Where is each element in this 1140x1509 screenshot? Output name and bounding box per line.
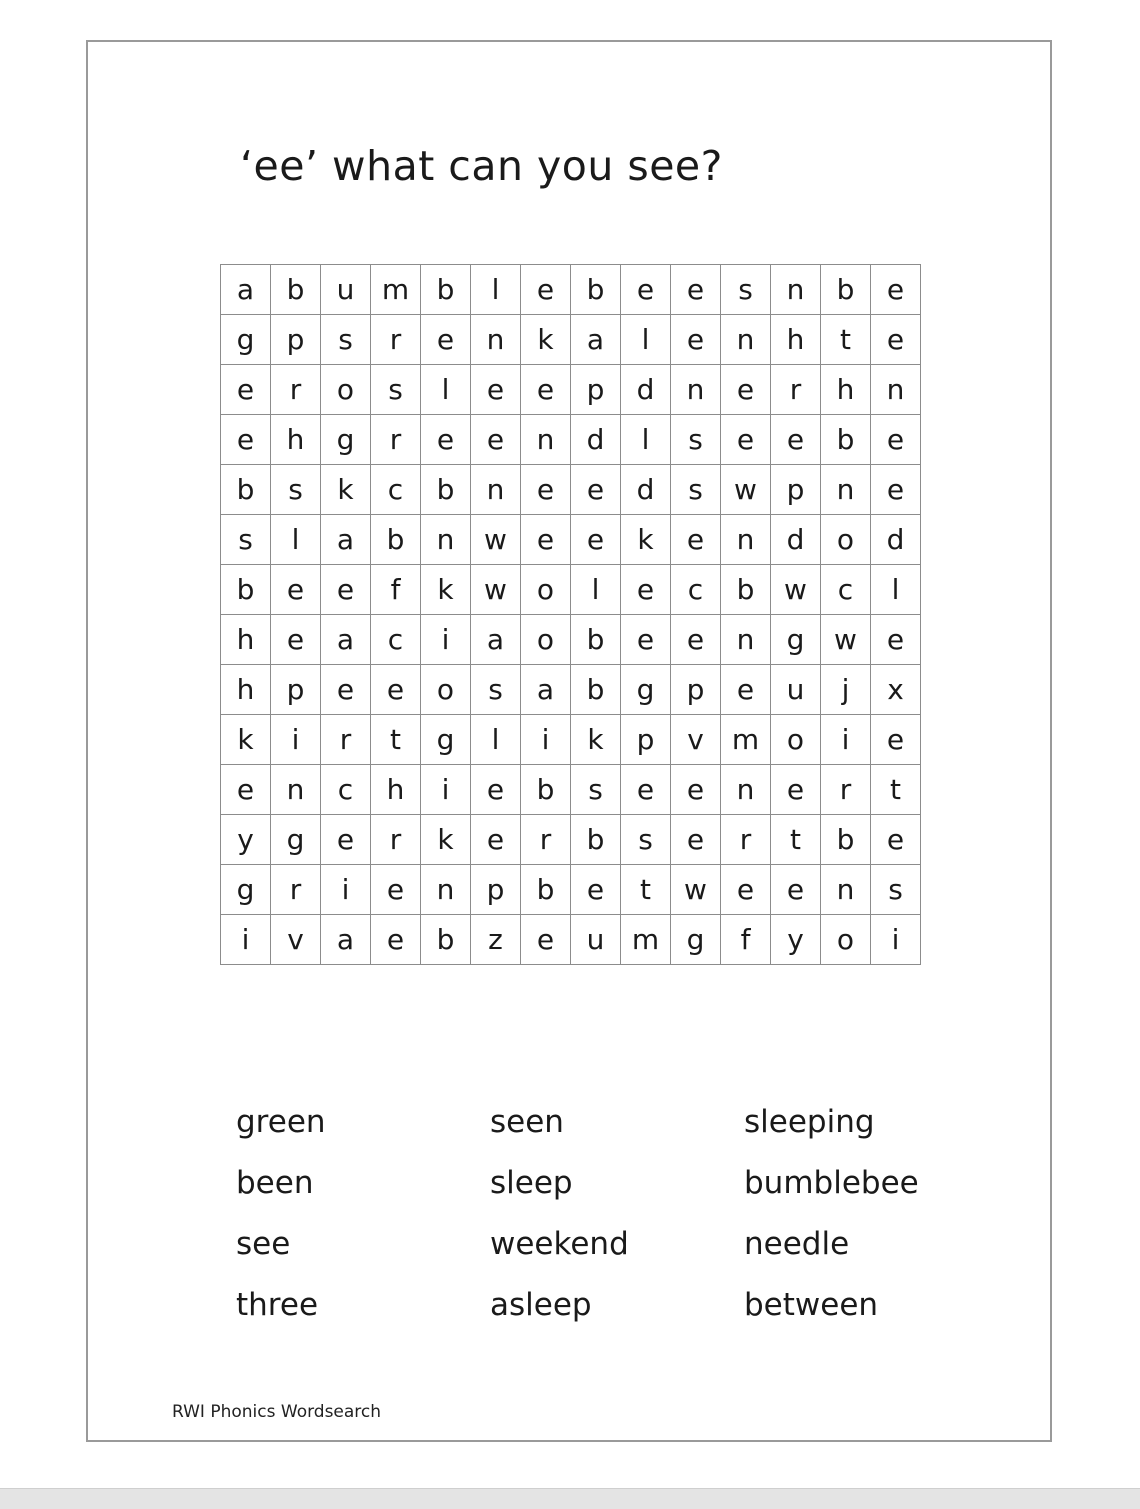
grid-cell: n (271, 765, 321, 815)
grid-cell: k (521, 315, 571, 365)
grid-cell: o (321, 365, 371, 415)
grid-cell: w (471, 515, 521, 565)
grid-cell: p (621, 715, 671, 765)
grid-cell: l (271, 515, 321, 565)
grid-cell: o (421, 665, 471, 715)
grid-cell: e (671, 315, 721, 365)
grid-cell: o (771, 715, 821, 765)
grid-cell: e (871, 465, 921, 515)
grid-cell: r (371, 415, 421, 465)
grid-row (221, 265, 921, 315)
grid-cell: u (771, 665, 821, 715)
grid-cell: r (771, 365, 821, 415)
grid-cell: t (621, 865, 671, 915)
grid-cell: g (621, 665, 671, 715)
grid-cell: i (221, 915, 271, 965)
grid-cell: o (821, 915, 871, 965)
grid-cell: e (321, 665, 371, 715)
word-list-item: sleeping (744, 1104, 875, 1140)
grid-cell: b (521, 765, 571, 815)
grid-cell: h (821, 365, 871, 415)
grid-cell: b (271, 265, 321, 315)
grid-cell: y (221, 815, 271, 865)
grid-cell: s (221, 515, 271, 565)
grid-cell: l (471, 715, 521, 765)
grid-cell: s (471, 665, 521, 715)
grid-cell: b (571, 615, 621, 665)
grid-cell: i (271, 715, 321, 765)
grid-row (221, 415, 921, 465)
grid-cell: n (821, 865, 871, 915)
grid-cell: x (871, 665, 921, 715)
grid-cell: d (771, 515, 821, 565)
grid-cell: o (821, 515, 871, 565)
grid-cell: l (621, 415, 671, 465)
grid-cell: e (321, 815, 371, 865)
grid-cell: e (521, 915, 571, 965)
grid-cell: e (771, 415, 821, 465)
grid-cell: b (521, 865, 571, 915)
grid-cell: i (521, 715, 571, 765)
grid-cell: b (421, 465, 471, 515)
grid-cell: e (671, 265, 721, 315)
grid-cell: b (721, 565, 771, 615)
grid-row (221, 615, 921, 665)
grid-cell: n (671, 365, 721, 415)
grid-cell: e (671, 515, 721, 565)
grid-cell: r (371, 815, 421, 865)
grid-cell: n (821, 465, 871, 515)
grid-cell: b (371, 515, 421, 565)
grid-cell: e (371, 865, 421, 915)
grid-cell: b (571, 265, 621, 315)
grid-cell: e (271, 615, 321, 665)
grid-cell: e (571, 465, 621, 515)
word-list-item: asleep (490, 1287, 592, 1323)
grid-cell: e (721, 865, 771, 915)
grid-cell: n (471, 315, 521, 365)
grid-row (221, 565, 921, 615)
grid-cell: v (671, 715, 721, 765)
grid-cell: s (621, 815, 671, 865)
grid-cell: e (871, 715, 921, 765)
grid-row (221, 315, 921, 365)
grid-cell: k (621, 515, 671, 565)
grid-cell: h (221, 615, 271, 665)
word-list-item: needle (744, 1226, 850, 1262)
grid-cell: h (371, 765, 421, 815)
grid-cell: r (821, 765, 871, 815)
grid-cell: e (471, 815, 521, 865)
grid-cell: e (721, 665, 771, 715)
grid-cell: r (721, 815, 771, 865)
grid-cell: b (821, 415, 871, 465)
grid-row (221, 865, 921, 915)
grid-cell: d (871, 515, 921, 565)
grid-cell: u (571, 915, 621, 965)
grid-row (221, 465, 921, 515)
grid-cell: g (671, 915, 721, 965)
grid-row (221, 915, 921, 965)
grid-cell: e (521, 465, 571, 515)
grid-cell: m (621, 915, 671, 965)
grid-cell: e (421, 315, 471, 365)
viewer-bottom-bar (0, 1488, 1140, 1509)
grid-cell: p (471, 865, 521, 915)
word-list-item: been (236, 1165, 314, 1201)
grid-cell: r (371, 315, 421, 365)
grid-cell: d (571, 415, 621, 465)
word-list-item: see (236, 1226, 291, 1262)
grid-cell: n (421, 865, 471, 915)
grid-cell: e (221, 415, 271, 465)
word-list-item: seen (490, 1104, 564, 1140)
worksheet-page (86, 40, 1052, 1442)
grid-cell: e (471, 765, 521, 815)
footer-label: RWI Phonics Wordsearch (172, 1402, 382, 1422)
grid-cell: e (621, 615, 671, 665)
word-list (236, 1104, 998, 1348)
grid-cell: n (521, 415, 571, 465)
grid-cell: a (321, 615, 371, 665)
grid-cell: t (371, 715, 421, 765)
grid-cell: e (371, 915, 421, 965)
grid-cell: s (571, 765, 621, 815)
grid-cell: l (621, 315, 671, 365)
grid-cell: e (621, 765, 671, 815)
grid-cell: y (771, 915, 821, 965)
grid-cell: b (821, 815, 871, 865)
grid-row (221, 715, 921, 765)
grid-cell: e (671, 765, 721, 815)
grid-cell: g (221, 865, 271, 915)
grid-cell: n (721, 615, 771, 665)
grid-cell: b (221, 465, 271, 515)
grid-cell: l (421, 365, 471, 415)
grid-cell: c (671, 565, 721, 615)
grid-row (221, 765, 921, 815)
grid-cell: i (421, 615, 471, 665)
word-list-item: three (236, 1287, 319, 1323)
grid-cell: t (771, 815, 821, 865)
grid-cell: f (371, 565, 421, 615)
grid-cell: e (471, 365, 521, 415)
grid-cell: g (771, 615, 821, 665)
grid-cell: a (571, 315, 621, 365)
grid-cell: l (871, 565, 921, 615)
grid-cell: e (271, 565, 321, 615)
grid-cell: e (721, 365, 771, 415)
grid-cell: b (421, 265, 471, 315)
grid-cell: e (521, 515, 571, 565)
grid-cell: p (271, 665, 321, 715)
grid-cell: g (421, 715, 471, 765)
grid-cell: e (321, 565, 371, 615)
grid-cell: c (321, 765, 371, 815)
grid-cell: g (271, 815, 321, 865)
grid-cell: s (271, 465, 321, 515)
grid-cell: e (871, 615, 921, 665)
grid-cell: e (521, 265, 571, 315)
grid-cell: e (521, 365, 571, 415)
grid-cell: n (721, 765, 771, 815)
grid-cell: v (271, 915, 321, 965)
grid-cell: k (571, 715, 621, 765)
grid-cell: n (871, 365, 921, 415)
grid-cell: e (571, 515, 621, 565)
grid-cell: k (221, 715, 271, 765)
grid-cell: r (321, 715, 371, 765)
grid-cell: z (471, 915, 521, 965)
grid-cell: a (521, 665, 571, 715)
grid-cell: h (771, 315, 821, 365)
grid-cell: p (671, 665, 721, 715)
word-list-item: bumblebee (744, 1165, 919, 1201)
grid-cell: e (221, 365, 271, 415)
grid-cell: n (771, 265, 821, 315)
grid-cell: e (721, 415, 771, 465)
grid-cell: n (421, 515, 471, 565)
grid-cell: f (721, 915, 771, 965)
page-title: ‘ee’ what can you see? (240, 142, 723, 190)
grid-cell: b (221, 565, 271, 615)
grid-cell: i (321, 865, 371, 915)
grid-cell: d (621, 365, 671, 415)
grid-cell: s (371, 365, 421, 415)
grid-cell: h (221, 665, 271, 715)
grid-cell: b (571, 665, 621, 715)
grid-cell: n (721, 515, 771, 565)
grid-cell: w (821, 615, 871, 665)
grid-cell: o (521, 565, 571, 615)
grid-cell: s (671, 465, 721, 515)
grid-cell: e (871, 265, 921, 315)
grid-cell: e (621, 565, 671, 615)
grid-cell: e (671, 615, 721, 665)
grid-cell: e (871, 815, 921, 865)
grid-cell: s (671, 415, 721, 465)
grid-cell: e (421, 415, 471, 465)
grid-cell: e (771, 765, 821, 815)
grid-cell: e (221, 765, 271, 815)
grid-cell: g (221, 315, 271, 365)
grid-cell: p (271, 315, 321, 365)
grid-cell: h (271, 415, 321, 465)
grid-cell: i (821, 715, 871, 765)
grid-cell: b (421, 915, 471, 965)
word-list-item: weekend (490, 1226, 629, 1262)
grid-cell: o (521, 615, 571, 665)
grid-cell: c (821, 565, 871, 615)
grid-cell: l (471, 265, 521, 315)
grid-cell: w (771, 565, 821, 615)
grid-cell: m (371, 265, 421, 315)
grid-cell: e (371, 665, 421, 715)
grid-cell: k (321, 465, 371, 515)
grid-cell: r (271, 365, 321, 415)
grid-cell: s (321, 315, 371, 365)
grid-cell: n (471, 465, 521, 515)
grid-cell: k (421, 565, 471, 615)
word-list-item: sleep (490, 1165, 573, 1201)
grid-cell: j (821, 665, 871, 715)
grid-cell: c (371, 465, 421, 515)
grid-cell: e (571, 865, 621, 915)
grid-cell: e (671, 815, 721, 865)
grid-cell: c (371, 615, 421, 665)
grid-row (221, 815, 921, 865)
grid-cell: w (471, 565, 521, 615)
grid-cell: w (671, 865, 721, 915)
grid-cell: i (871, 915, 921, 965)
grid-cell: p (771, 465, 821, 515)
grid-cell: e (771, 865, 821, 915)
grid-cell: e (621, 265, 671, 315)
grid-cell: w (721, 465, 771, 515)
word-list-item: between (744, 1287, 879, 1323)
grid-row (221, 365, 921, 415)
grid-cell: i (421, 765, 471, 815)
grid-cell: d (621, 465, 671, 515)
grid-cell: u (321, 265, 371, 315)
grid-cell: r (271, 865, 321, 915)
grid-row (221, 515, 921, 565)
grid-cell: a (221, 265, 271, 315)
grid-cell: l (571, 565, 621, 615)
grid-cell: s (871, 865, 921, 915)
grid-cell: g (321, 415, 371, 465)
word-list-item: green (236, 1104, 326, 1140)
grid-cell: a (471, 615, 521, 665)
grid-cell: e (471, 415, 521, 465)
grid-cell: t (821, 315, 871, 365)
grid-cell: n (721, 315, 771, 365)
wordsearch-grid (220, 264, 921, 965)
grid-cell: p (571, 365, 621, 415)
grid-cell: r (521, 815, 571, 865)
grid-cell: e (871, 315, 921, 365)
grid-cell: b (571, 815, 621, 865)
grid-row (221, 665, 921, 715)
grid-cell: a (321, 515, 371, 565)
grid-cell: m (721, 715, 771, 765)
grid-cell: b (821, 265, 871, 315)
grid-cell: e (871, 415, 921, 465)
grid-cell: s (721, 265, 771, 315)
grid-cell: a (321, 915, 371, 965)
grid-cell: t (871, 765, 921, 815)
grid-cell: k (421, 815, 471, 865)
